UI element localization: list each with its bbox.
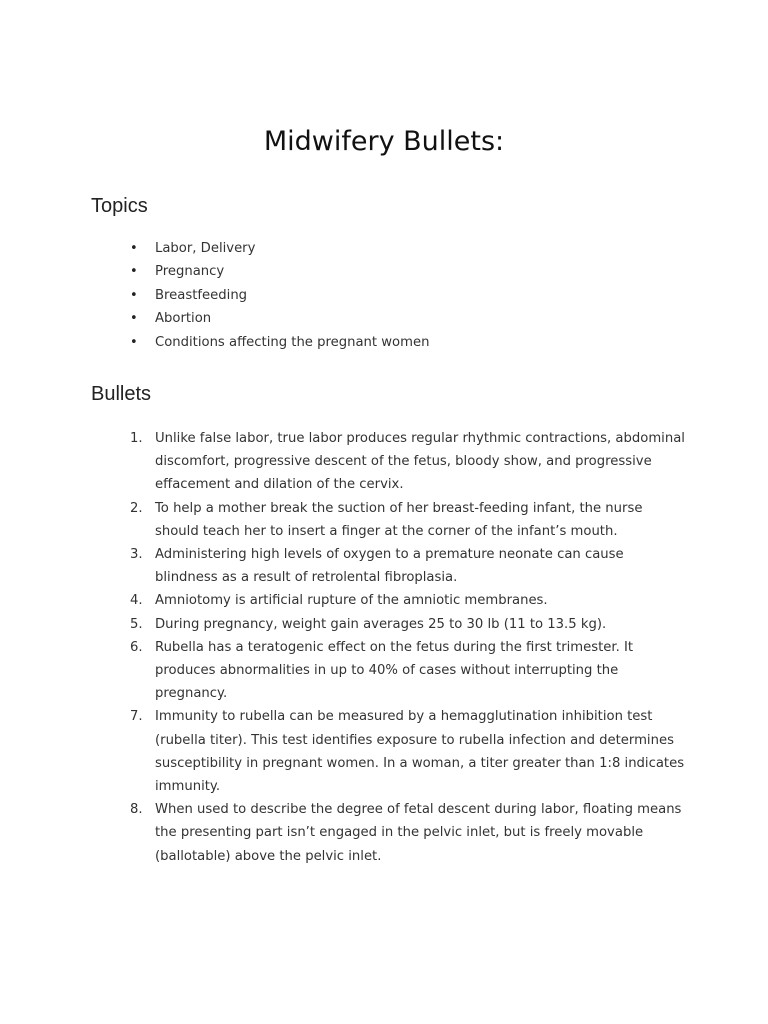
- bullet-icon: •: [130, 311, 138, 327]
- item-text: When used to describe the degree of fetal descent during labor, floating means the presenting part isn’t engaged in the pelvic inlet, but is freely movable (ballotable) above the pelvic inlet.: [155, 802, 682, 864]
- list-item: [0, 589, 690, 612]
- list-item: [0, 543, 690, 589]
- list-item: [0, 284, 768, 307]
- topic-text: Labor, Delivery: [155, 241, 256, 256]
- item-text: Amniotomy is artificial rupture of the amniotic membranes.: [155, 593, 548, 609]
- topics-list: [0, 237, 768, 354]
- list-item: [0, 331, 768, 354]
- item-number: 7.: [130, 709, 143, 725]
- item-number: 6.: [130, 639, 143, 655]
- topic-text: Pregnancy: [155, 264, 225, 280]
- bullet-icon: •: [130, 287, 138, 303]
- topic-text: Breastfeeding: [155, 287, 248, 303]
- bullet-icon: •: [130, 264, 138, 280]
- topics-heading: Topics: [91, 195, 148, 217]
- list-item: [0, 237, 768, 260]
- item-text: Rubella has a teratogenic effect on the fetus during the first trimester. It produces abnormalities in up to 40% of cases without interrupting the pregnancy.: [155, 639, 634, 702]
- bullet-icon: •: [130, 334, 138, 350]
- topic-text: Abortion: [155, 311, 212, 327]
- item-text: To help a mother break the suction of her breast-feeding infant, the nurse should teach her to insert a finger at the corner of the infant’s mouth.: [155, 500, 643, 539]
- list-item: [0, 705, 690, 798]
- item-number: 2.: [130, 500, 143, 516]
- page-title: Midwifery Bullets:: [263, 126, 505, 157]
- item-number: 1.: [130, 431, 143, 446]
- list-item: [0, 636, 690, 706]
- list-item: [0, 307, 768, 330]
- list-item: [0, 260, 768, 283]
- list-item: [0, 613, 690, 636]
- bullets-list: [0, 427, 768, 868]
- bullet-icon: •: [130, 241, 138, 256]
- item-number: 8.: [130, 802, 143, 818]
- list-item: [0, 427, 690, 497]
- list-item: [0, 798, 690, 868]
- item-text: Unlike false labor, true labor produces regular rhythmic contractions, abdominal discomfort, progressive descent of the fetus, bloody show, and progressive effacement and dilation of the cervix.: [155, 431, 685, 493]
- item-text: Administering high levels of oxygen to a premature neonate can cause blindness as a result of retrolental fibroplasia.: [155, 547, 624, 586]
- list-item: [0, 497, 690, 543]
- item-text: During pregnancy, weight gain averages 25 to 30 lb (11 to 13.5 kg).: [155, 616, 607, 632]
- topic-text: Conditions affecting the pregnant women: [155, 334, 430, 350]
- item-text: Immunity to rubella can be measured by a hemagglutination inhibition test (rubella titer). This test identifies exposure to rubella infection and determines susceptibility in pregnant women. In a woman, a titer greater than 1:8 indicates immunity.: [155, 709, 685, 795]
- item-number: 3.: [130, 547, 143, 563]
- item-number: 4.: [130, 593, 143, 609]
- bullets-heading: Bullets: [91, 383, 152, 405]
- item-number: 5.: [130, 616, 143, 632]
